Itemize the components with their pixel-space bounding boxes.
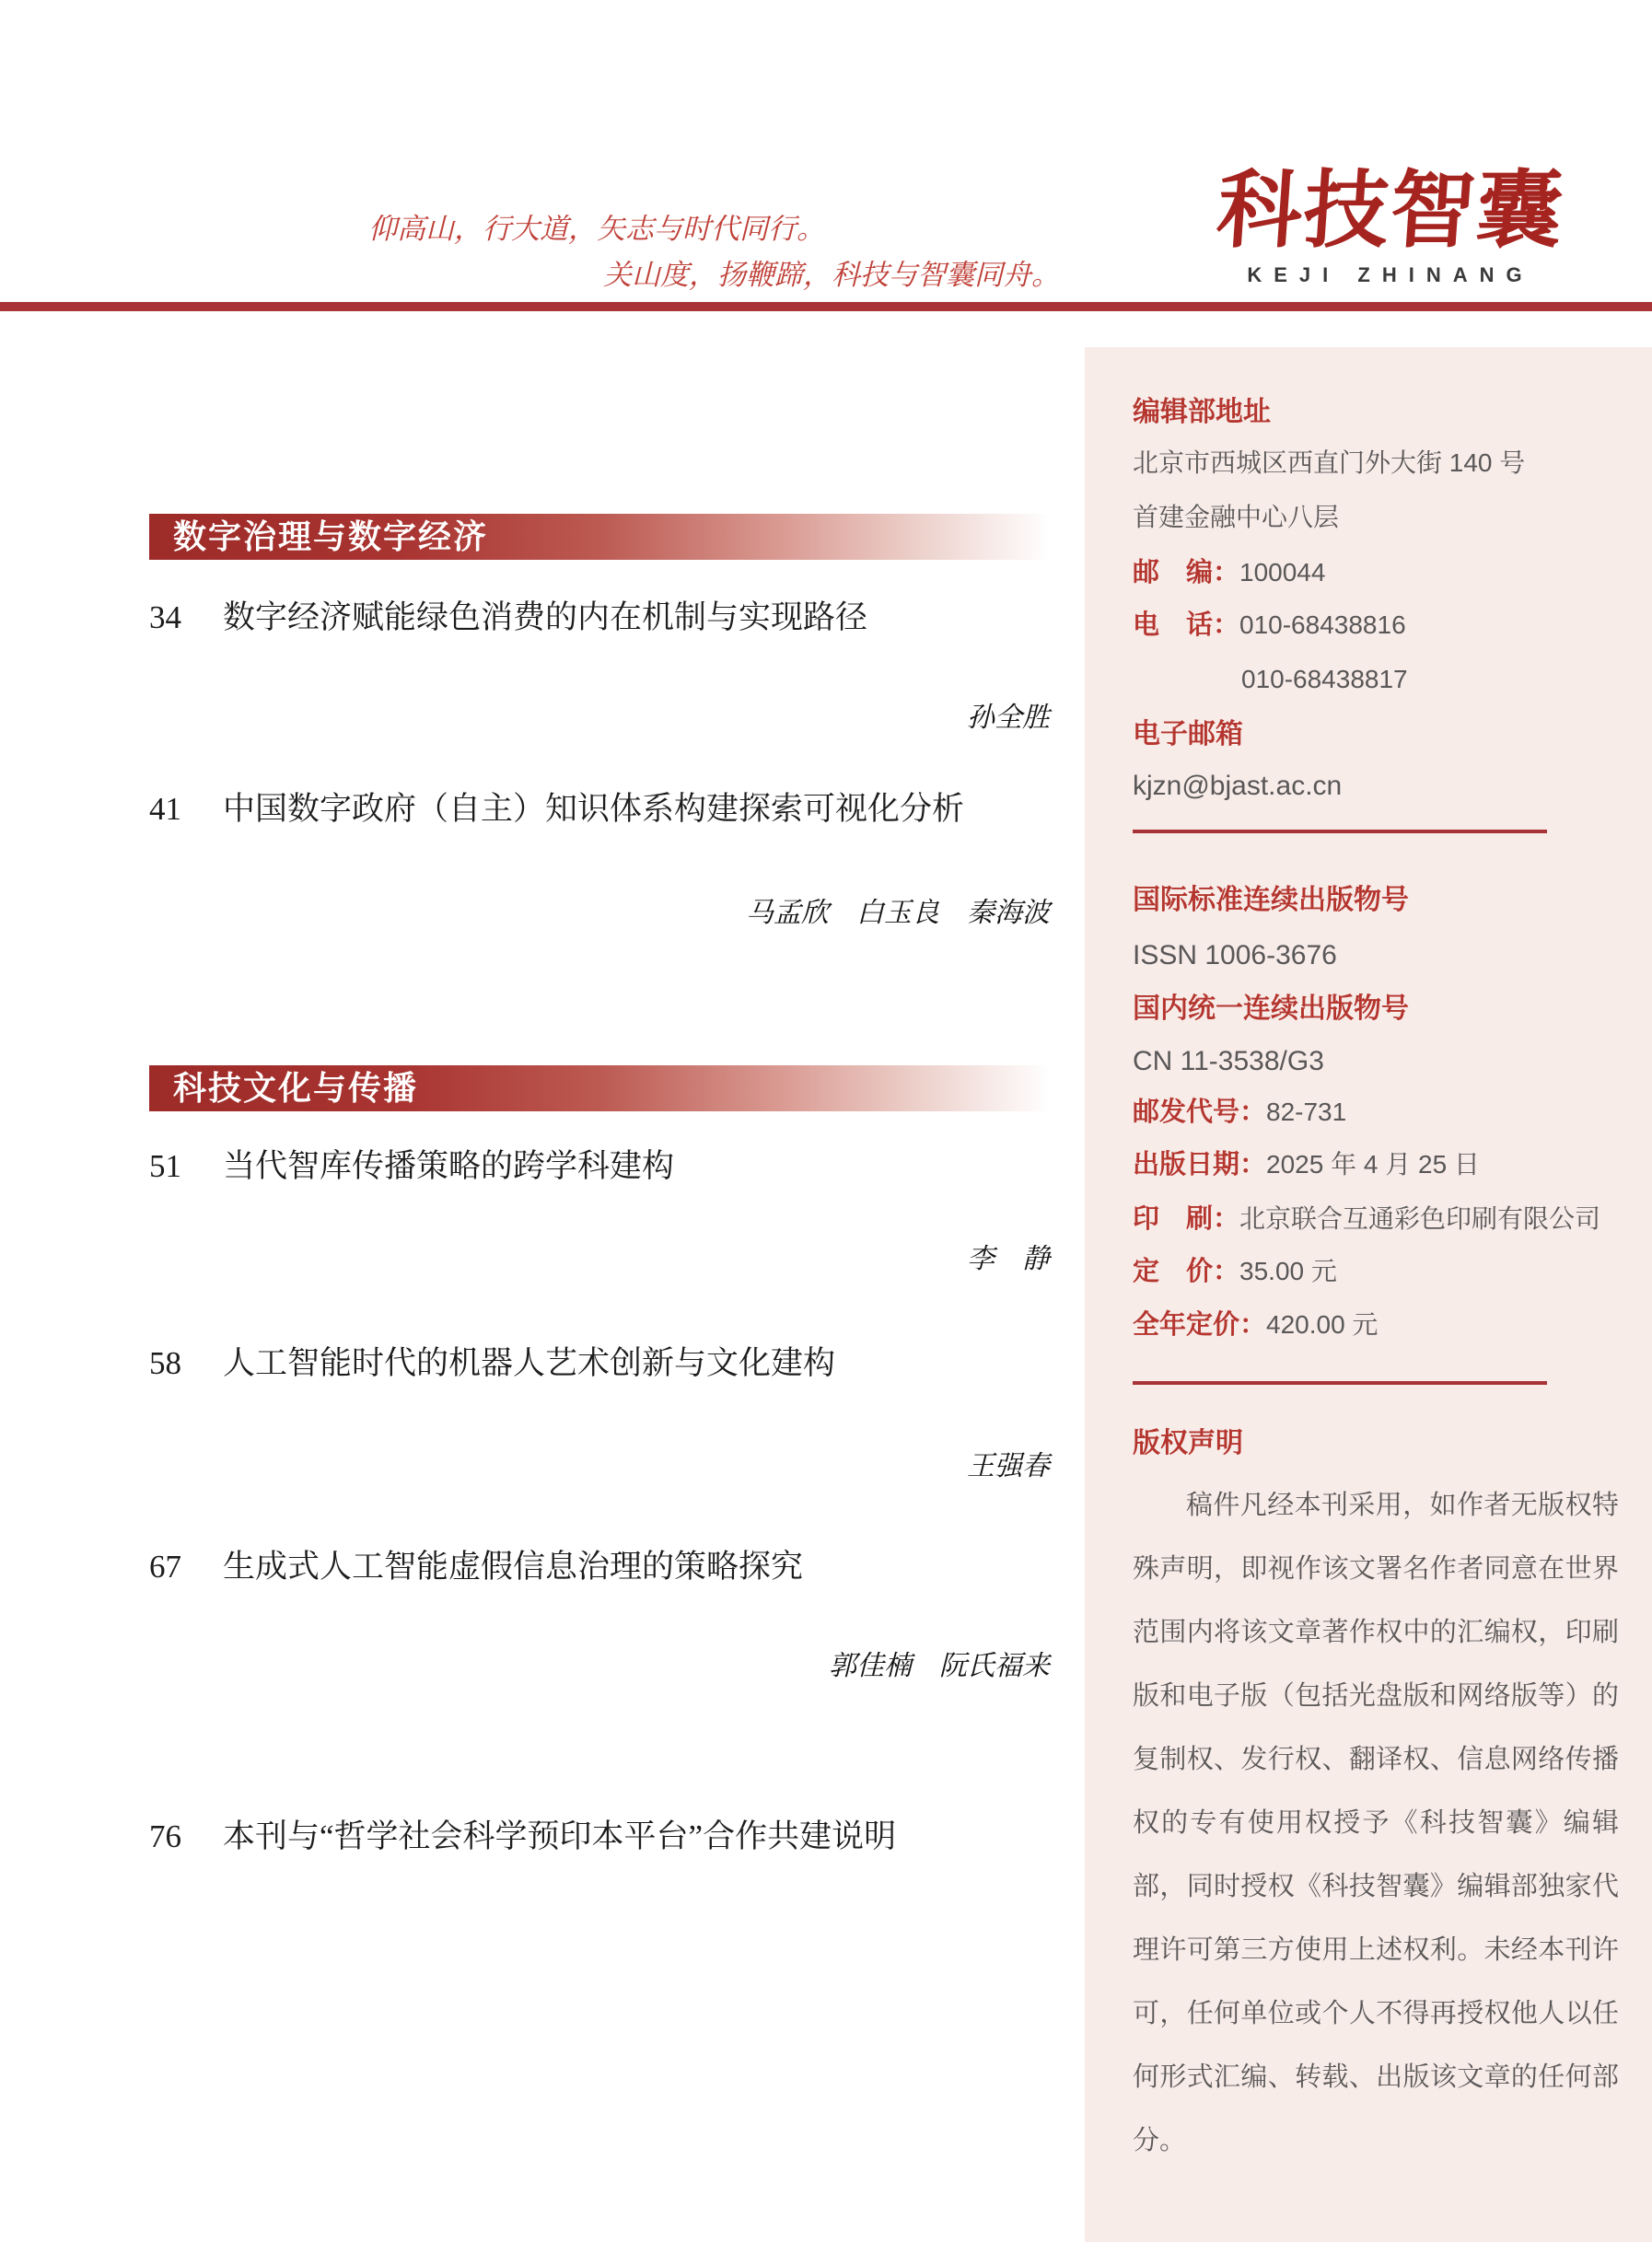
- copyright-label: 版权声明: [1133, 1428, 1243, 1458]
- address-line-1: 北京市西城区西直门外大街 140 号: [1133, 448, 1526, 477]
- page-number: 58: [149, 1345, 181, 1381]
- journal-slogan: [368, 206, 1060, 298]
- page-number: 34: [149, 599, 181, 635]
- copyright-text: 稿件凡经本刊采用，如作者无版权特殊声明，即视作该文署名作者同意在世界范围内将该文章著作权中的汇编权，印刷版和电子版（包括光盘版和网络版等）的复制权、发行权、翻译权、信息网络传播权的专有使用权授予《科技智囊》编辑部，同时授权《科技智囊》编辑部独家代理许可第三方使用上述权利。未经本刊许可，任何单位或个人不得再授权他人以任何形式汇编、转载、出版该文章的任何部分。: [1133, 1491, 1619, 2155]
- page-number: 51: [149, 1148, 181, 1184]
- article-title: 人工智能时代的机器人艺术创新与文化建构: [223, 1345, 836, 1381]
- postcode-row: 邮 编：100044: [1133, 558, 1326, 587]
- info-panel: [1085, 347, 1652, 2242]
- pub-date-row: 出版日期：2025 年 4 月 25 日: [1133, 1150, 1480, 1179]
- journal-logo: [1214, 160, 1567, 287]
- section-title: 数字治理与数字经济: [173, 517, 489, 555]
- toc-entry-67: [149, 1546, 1050, 1588]
- toc-entry-58: [149, 1342, 1050, 1385]
- article-title: 本刊与“哲学社会科学预印本平台”合作共建说明: [223, 1818, 897, 1854]
- issn-value: ISSN 1006-3676: [1133, 940, 1337, 970]
- toc-entry-76: [149, 1816, 1050, 1858]
- article-authors: 马孟欣 白玉良 秦海波: [746, 898, 1050, 928]
- table-of-contents: [149, 514, 1050, 1950]
- article-title: 中国数字政府（自主）知识体系构建探索可视化分析: [223, 791, 965, 827]
- article-title: 当代智库传播策略的跨学科建构: [223, 1148, 675, 1184]
- journal-logo-pinyin: KEJI ZHINANG: [1247, 263, 1534, 286]
- toc-entry-34: [149, 597, 1050, 639]
- article-authors: 孙全胜: [967, 703, 1050, 733]
- toc-entry-51: [149, 1145, 1050, 1188]
- cn-value: CN 11-3538/G3: [1133, 1046, 1324, 1076]
- section-title: 科技文化与传播: [173, 1069, 419, 1107]
- issn-label: 国际标准连续出版物号: [1133, 885, 1409, 915]
- header-rule: [0, 302, 1652, 311]
- annual-price-row: 全年定价：420.00 元: [1133, 1310, 1379, 1340]
- page-number: 76: [149, 1818, 181, 1854]
- address-line-2: 首建金融中心八层: [1133, 503, 1340, 531]
- price-row: 定 价：35.00 元: [1133, 1257, 1337, 1286]
- email-label: 电子邮箱: [1133, 719, 1243, 749]
- article-authors: 李 静: [967, 1244, 1050, 1274]
- article-authors: 郭佳楠 阮氏福来: [829, 1651, 1050, 1681]
- phone-row: 电 话：010-68438816: [1133, 610, 1406, 640]
- slogan-line-2: 关山度，扬鞭蹄，科技与智囊同舟。: [603, 259, 1060, 291]
- page-number: 41: [149, 791, 181, 827]
- cn-label: 国内统一连续出版物号: [1133, 993, 1409, 1024]
- post-dist-row: 邮发代号：82-731: [1133, 1098, 1347, 1127]
- toc-entry-41: [149, 788, 1050, 831]
- panel-divider-1: [1133, 830, 1547, 833]
- article-authors: 王强春: [967, 1451, 1050, 1481]
- phone-row-2: 010-68438817: [1241, 665, 1408, 693]
- journal-logo-chinese: 科技智囊: [1214, 160, 1567, 260]
- page-number: 67: [149, 1549, 181, 1585]
- panel-divider-2: [1133, 1381, 1547, 1385]
- article-title: 数字经济赋能绿色消费的内在机制与实现路径: [223, 599, 868, 635]
- address-label: 编辑部地址: [1133, 397, 1271, 427]
- section-header-digital-governance: [149, 514, 1050, 560]
- email-value: kjzn@bjast.ac.cn: [1133, 771, 1343, 801]
- printer-row: 印 刷：北京联合互通彩色印刷有限公司: [1133, 1204, 1601, 1234]
- article-title: 生成式人工智能虚假信息治理的策略探究: [223, 1549, 804, 1585]
- section-header-culture-communication: [149, 1065, 1050, 1111]
- slogan-line-1: 仰高山，行大道，矢志与时代同行。: [368, 213, 825, 245]
